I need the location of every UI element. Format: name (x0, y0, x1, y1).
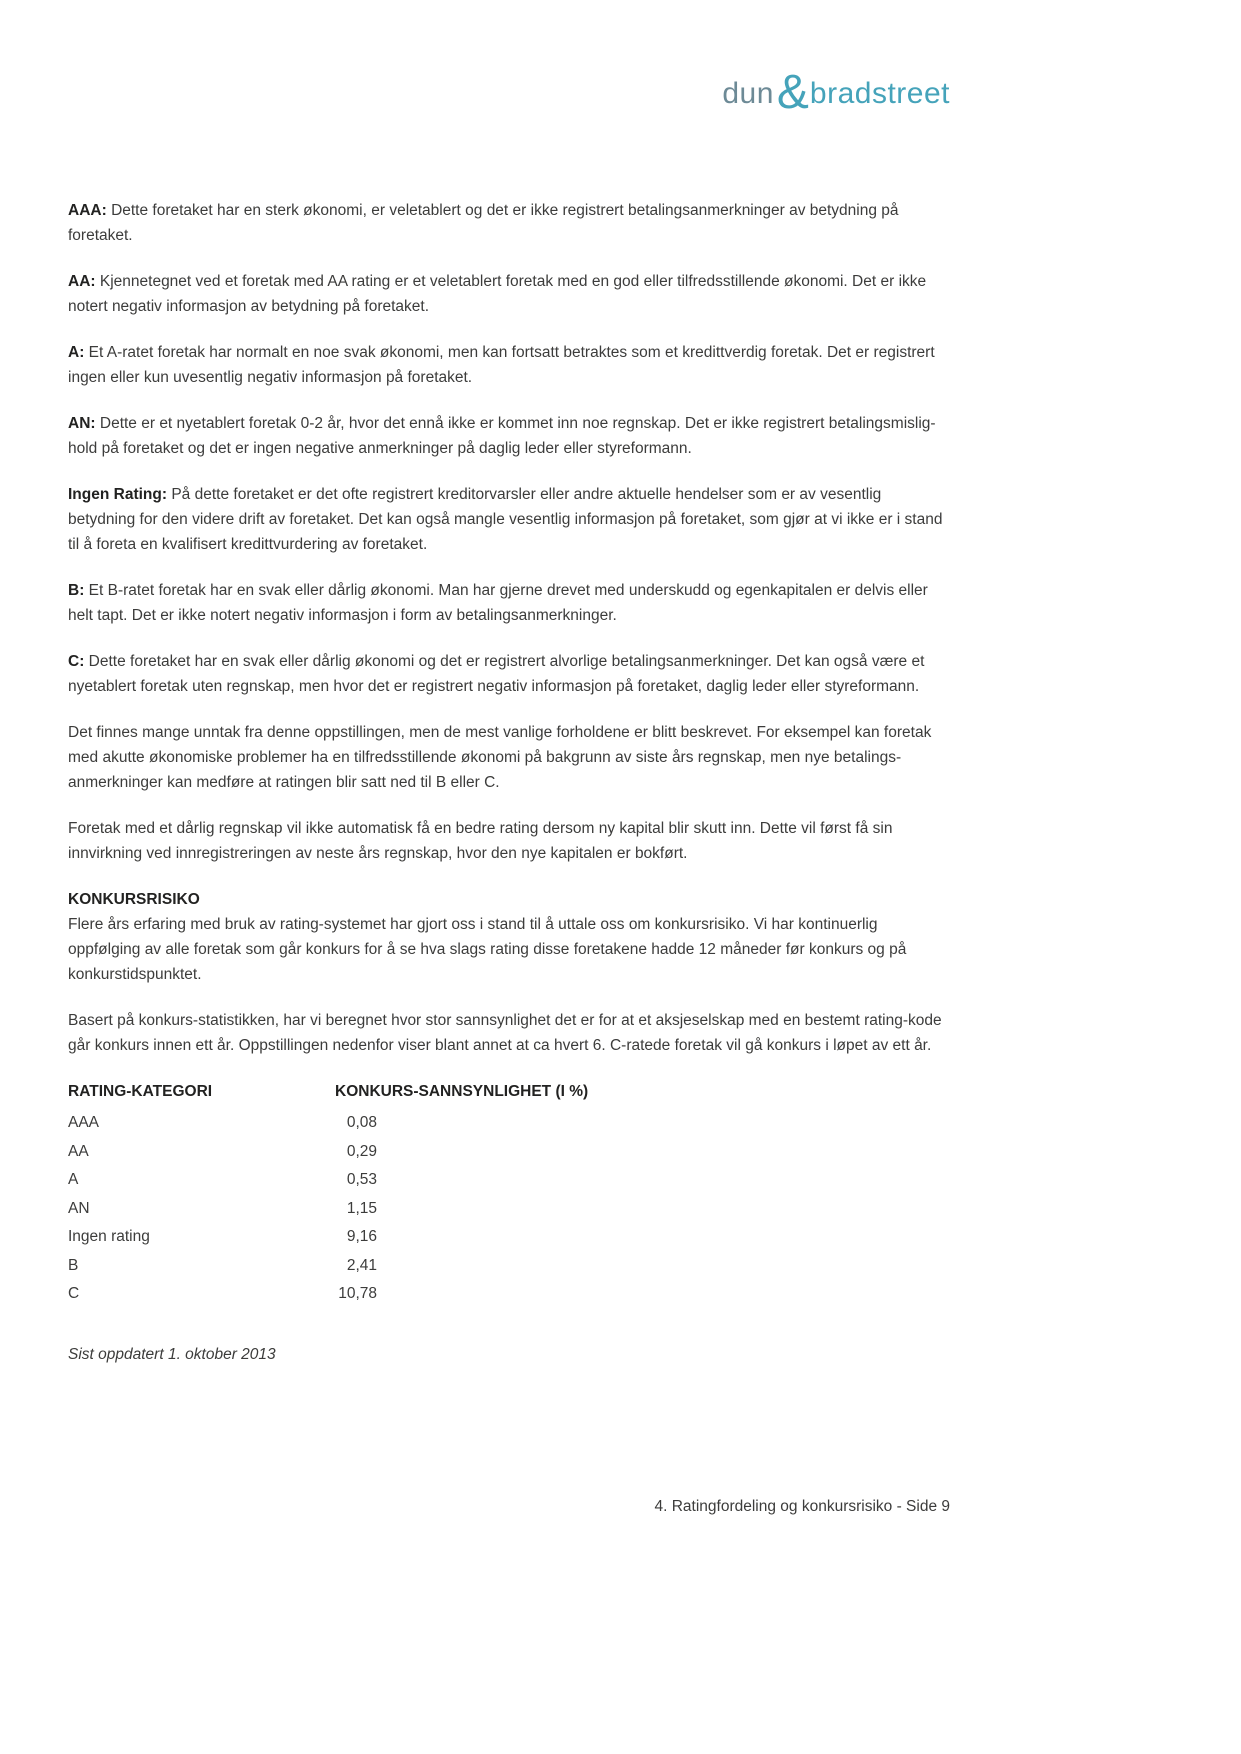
konkursrisiko-text-2: Basert på konkurs-statistikken, har vi beregnet hvor stor sannsynlighet det er for at et aksjeselskap med en bestemt rating-kode går konkurs innen ett år. Oppstillingen nedenfor viser blant annet at ca hvert 6. C-ratede foretak vil gå konkurs i løpet av ett år. (68, 1012, 942, 1054)
paragraph-rating-aa (68, 269, 952, 319)
konkursrisiko-heading: KONKURSRISIKO (68, 891, 200, 908)
rating-label-an: AN: (68, 415, 96, 432)
paragraph-new-capital: Foretak med et dårlig regnskap vil ikke automatisk få en bedre rating dersom ny kapital blir skutt inn. Dette vil først få sin innvirkning ved innregistreringen av neste års regnskap, hvor den nye kapitalen er bokført. (68, 820, 893, 862)
table-cell-probability: 0,08 (346, 1114, 377, 1131)
table-row (68, 1281, 952, 1306)
table-row (68, 1110, 952, 1135)
table-row (68, 1139, 952, 1164)
table-header-probability: KONKURS-SANNSYNLIGHET (I %) (335, 1083, 589, 1100)
table-cell-category: AA (68, 1142, 89, 1160)
page-footer: 4. Ratingfordeling og konkursrisiko - Side 9 (654, 1498, 950, 1515)
page-content (68, 198, 952, 1367)
table-cell-probability: 10,78 (338, 1285, 377, 1302)
rating-label-a: A: (68, 344, 85, 361)
paragraph-exceptions: Det finnes mange unntak fra denne oppstillingen, men de mest vanlige forholdene er blitt beskrevet. For eksempel kan foretak med akutte økonomiske problemer ha en tilfredsstillende økonomi på bakgrunn av siste års regnskap, men nye betalings- anmerkninger kan medføre at ratingen blir satt ned til B eller C. (68, 724, 932, 791)
table-cell-category: A (68, 1171, 79, 1188)
section-konkursrisiko (68, 887, 952, 987)
paragraph-rating-ingen (68, 482, 952, 557)
rating-label-aaa: AAA: (68, 202, 107, 219)
table-cell-probability: 2,41 (346, 1256, 377, 1274)
table-cell-category: B (68, 1256, 79, 1274)
logo-bradstreet-text: bradstreet (809, 77, 950, 110)
rating-text-ingen: På dette foretaket er det ofte registrert kreditorvarsler eller andre aktuelle hendelser som er av vesentlig betydning for den videre drift av foretaket. Det kan også mangle vesentlig informasjon på foretaket, som gjør at vi ikke er i stand til å foreta en kvalifisert kredittvurdering av foretaket. (68, 486, 943, 553)
logo-dun-text: dun (722, 77, 774, 110)
rating-text-a: Et A-ratet foretak har normalt en noe svak økonomi, men kan fortsatt betraktes som et kredittverdig foretak. Det er registrert ingen eller kun uvesentlig negativ informasjon på foretaket. (68, 344, 935, 386)
table-header-row (68, 1079, 952, 1104)
table-row (68, 1196, 952, 1221)
dun-bradstreet-logo (722, 64, 950, 119)
paragraph-rating-a (68, 340, 952, 390)
table-cell-probability: 9,16 (346, 1228, 377, 1245)
rating-text-b: Et B-ratet foretak har en svak eller dårlig økonomi. Man har gjerne drevet med underskudd og egenkapitalen er delvis eller helt tapt. Det er ikke notert negativ informasjon i form av betalingsanmerkninger. (68, 582, 928, 624)
table-cell-category: AAA (68, 1114, 100, 1131)
rating-probability-table (68, 1079, 952, 1306)
table-row (68, 1224, 952, 1249)
table-cell-category: AN (68, 1199, 90, 1217)
rating-label-aa: AA: (68, 273, 96, 290)
paragraph-rating-b (68, 578, 952, 628)
table-cell-category: C (68, 1285, 80, 1302)
table-cell-probability: 1,15 (346, 1199, 377, 1217)
rating-label-b: B: (68, 582, 85, 599)
konkursrisiko-text-1: Flere års erfaring med bruk av rating-systemet har gjort oss i stand til å uttale oss om konkursrisiko. Vi har kontinuerlig oppfølging av alle foretak som går konkurs for å se hva slags rating disse foretakene hadde 12 måneder før konkurs og på konkurstidspunktet. (68, 916, 907, 983)
table-row (68, 1167, 952, 1192)
table-row (68, 1253, 952, 1278)
paragraph-rating-aaa (68, 198, 952, 248)
table-header-category: RATING-KATEGORI (68, 1083, 213, 1100)
logo-ampersand-icon: & (776, 66, 809, 119)
rating-text-an: Dette er et nyetablert foretak 0-2 år, hvor det ennå ikke er kommet inn noe regnskap. Det er ikke registrert betalingsmislig- hold på foretaket og det er ingen negative anmerkninger på daglig leder eller styreformann. (68, 415, 936, 457)
paragraph-rating-c (68, 649, 952, 699)
rating-text-c: Dette foretaket har en svak eller dårlig økonomi og det er registrert alvorlige betalingsanmerkninger. Det kan også være et nyetablert foretak uten regnskap, men hvor det er registrert negativ informasjon på foretaket, daglig leder eller styreformann. (68, 653, 925, 695)
rating-text-aaa: Dette foretaket har en sterk økonomi, er veletablert og det er ikke registrert betalingsanmerkninger av betydning på foretaket. (68, 202, 899, 244)
table-cell-probability: 0,53 (346, 1171, 377, 1188)
table-cell-probability: 0,29 (346, 1142, 377, 1160)
rating-label-ingen: Ingen Rating: (68, 486, 168, 503)
table-cell-category: Ingen rating (68, 1228, 150, 1245)
paragraph-rating-an (68, 411, 952, 461)
last-updated-note: Sist oppdatert 1. oktober 2013 (68, 1346, 276, 1363)
rating-label-c: C: (68, 653, 85, 670)
rating-text-aa: Kjennetegnet ved et foretak med AA rating er et veletablert foretak med en god eller tilfredsstillende økonomi. Det er ikke notert negativ informasjon av betydning på foretaket. (68, 273, 927, 315)
